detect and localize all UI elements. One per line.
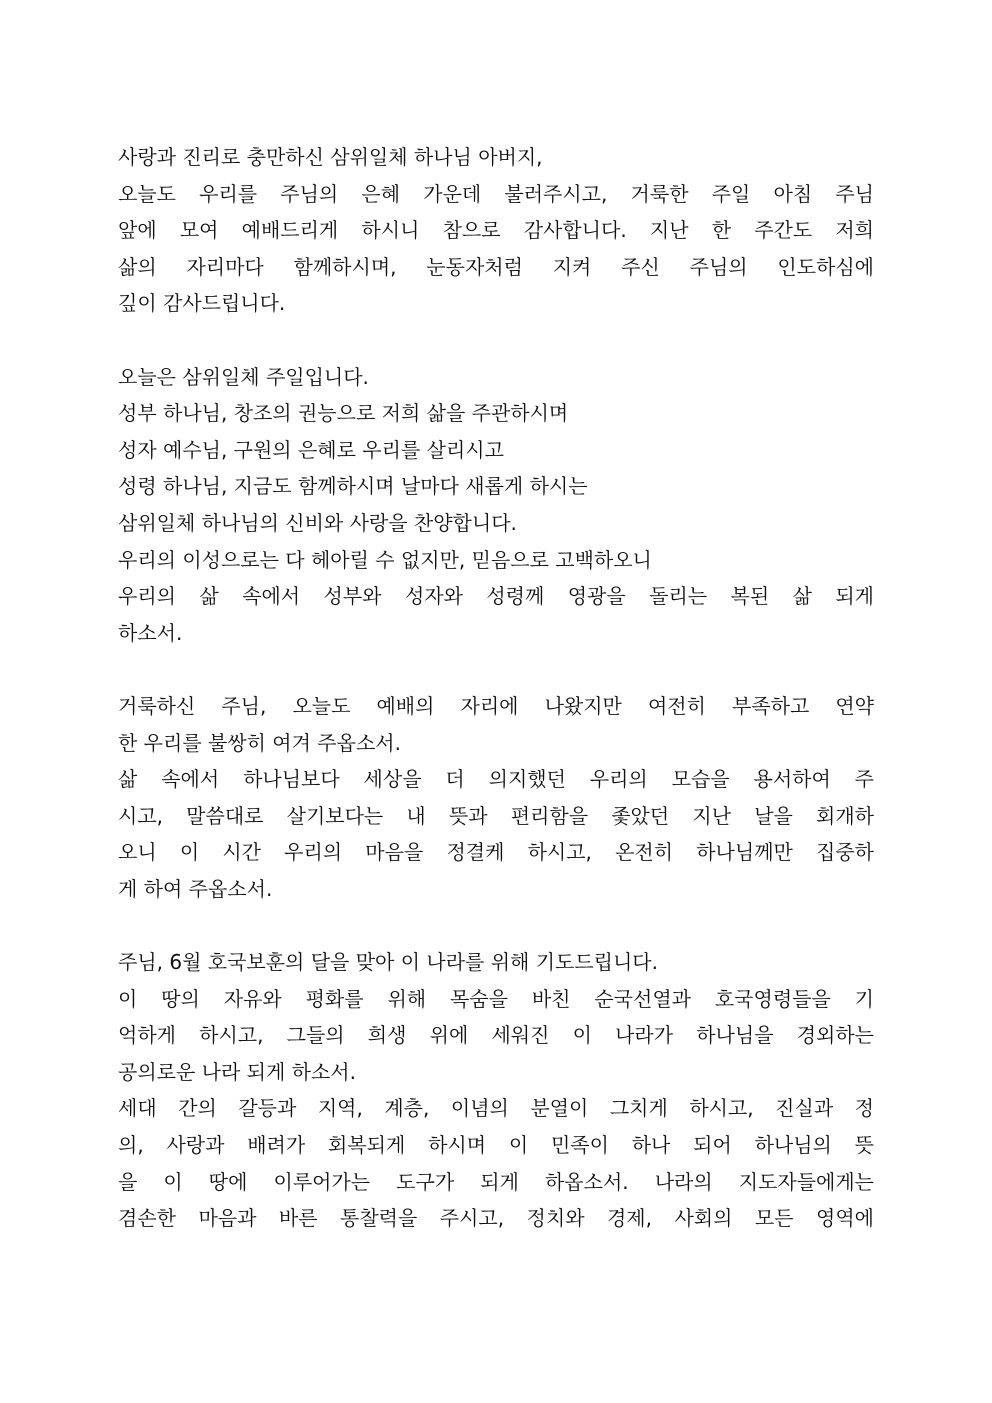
text-line: 거룩하신 주님, 오늘도 예배의 자리에 나왔지만 여전히 부족하고 연약 — [118, 693, 874, 718]
text-line: 사랑과 진리로 충만하신 삼위일체 하나님 아버지, — [118, 145, 543, 169]
text-line: 게 하여 주옵소서. — [118, 876, 273, 901]
text-line: 주님, 6월 호국보훈의 달을 맞아 이 나라를 위해 기도드립니다. — [118, 950, 658, 975]
text-line: 의, 사랑과 배려가 회복되게 하시며 이 민족이 하나 되어 하나님의 뜻 — [118, 1133, 874, 1158]
text-line: 성자 예수님, 구원의 은혜로 우리를 살리시고 — [118, 437, 504, 462]
text-line: 을 이 땅에 이루어가는 도구가 되게 하옵소서. 나라의 지도자들에게는 — [118, 1169, 874, 1194]
paragraph-invocation — [118, 139, 874, 322]
text-line: 삶의 자리마다 함께하시며, 눈동자처럼 지켜 주신 주님의 인도하심에 — [118, 254, 874, 279]
text-line: 억하게 하시고, 그들의 희생 위에 세워진 이 나라가 하나님을 경외하는 — [118, 1023, 874, 1048]
text-line: 앞에 모여 예배드리게 하시니 참으로 감사합니다. 지난 한 주간도 저희 — [118, 218, 874, 243]
text-line: 성부 하나님, 창조의 권능으로 저희 삶을 주관하시며 — [118, 401, 569, 426]
text-line: 오늘도 우리를 주님의 은혜 가운데 불러주시고, 거룩한 주일 아침 주님 — [118, 181, 874, 206]
text-line: 시고, 말씀대로 살기보다는 내 뜻과 편리함을 좇았던 지난 날을 회개하 — [118, 803, 874, 828]
text-line: 삶 속에서 하나님보다 세상을 더 의지했던 우리의 모습을 용서하여 주 — [118, 767, 874, 792]
text-line: 하소서. — [118, 620, 183, 645]
text-line: 오니 이 시간 우리의 마음을 정결케 하시고, 온전히 하나님께만 집중하 — [118, 840, 874, 865]
paragraph-nation — [118, 944, 874, 1237]
text-line: 삼위일체 하나님의 신비와 사랑을 찬양합니다. — [118, 510, 517, 535]
text-line: 오늘은 삼위일체 주일입니다. — [118, 364, 369, 389]
text-line: 우리의 삶 속에서 성부와 성자와 성령께 영광을 돌리는 복된 삶 되게 — [118, 584, 874, 609]
text-line: 한 우리를 불쌍히 여겨 주옵소서. — [118, 730, 401, 755]
text-line: 공의로운 나라 되게 하소서. — [118, 1059, 356, 1084]
text-line: 이 땅의 자유와 평화를 위해 목숨을 바친 순국선열과 호국영령들을 기 — [118, 986, 874, 1011]
text-line: 세대 간의 갈등과 지역, 계층, 이념의 분열이 그치게 하시고, 진실과 정 — [118, 1096, 874, 1121]
text-line: 깊이 감사드립니다. — [118, 291, 286, 316]
paragraph-trinity — [118, 359, 874, 652]
prayer-text — [118, 139, 874, 1237]
text-line: 우리의 이성으로는 다 헤아릴 수 없지만, 믿음으로 고백하오니 — [118, 547, 652, 572]
paragraph-confession — [118, 688, 874, 908]
text-line: 겸손한 마음과 바른 통찰력을 주시고, 정치와 경제, 사회의 모든 영역에 — [118, 1206, 874, 1231]
text-line: 성령 하나님, 지금도 함께하시며 날마다 새롭게 하시는 — [118, 474, 588, 499]
